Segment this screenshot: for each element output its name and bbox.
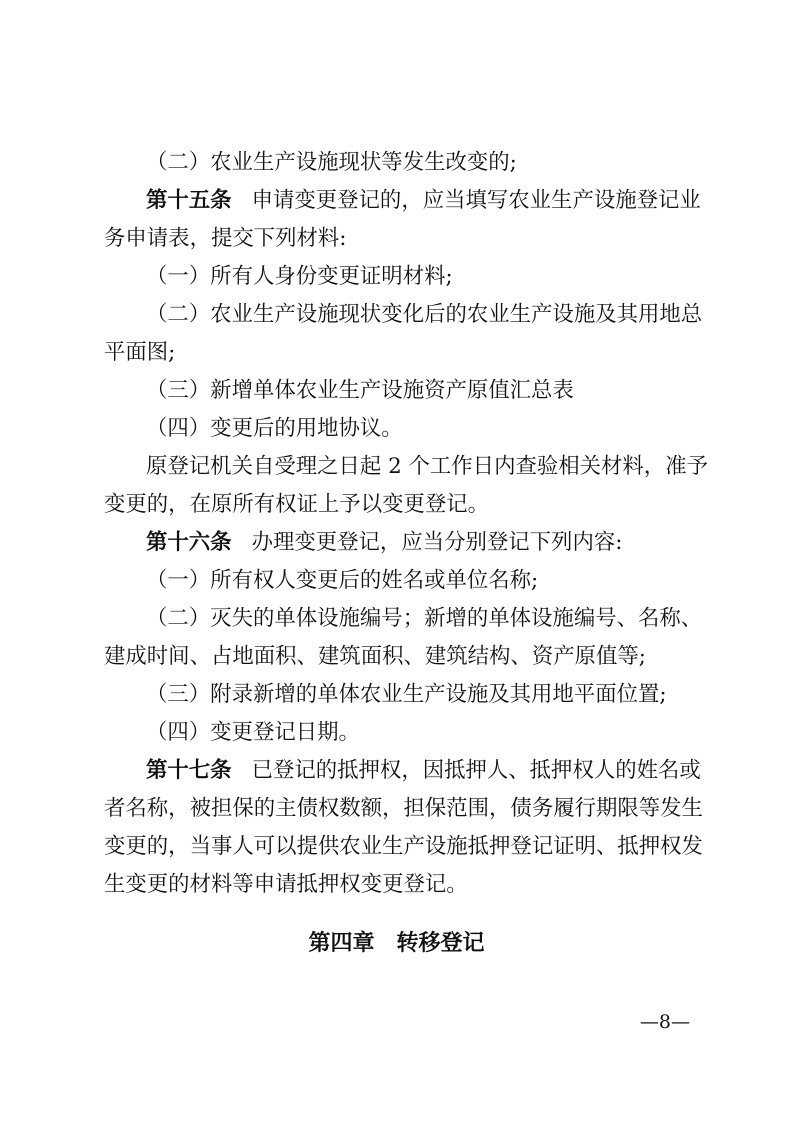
text-line: （二）灭失的单体设施编号；新增的单体设施编号、名称、: [146, 606, 703, 631]
text-line: 生变更的材料等申请抵押权变更登记。: [104, 872, 468, 897]
text-line: （一）所有权人变更后的姓名或单位名称;: [146, 568, 539, 593]
text-line: （三）附录新增的单体农业生产设施及其用地平面位置;: [146, 682, 667, 707]
text-line: 平面图;: [104, 340, 176, 365]
article-heading: 第十五条: [146, 188, 232, 213]
text-line: （四）变更登记日期。: [146, 720, 360, 745]
article-text: 申请变更登记的，应当填写农业生产设施登记业: [251, 188, 701, 213]
text-line: 变更的，当事人可以提供农业生产设施抵押登记证明、抵押权发: [104, 834, 703, 859]
page-number: —8—: [639, 1011, 690, 1033]
text-line: [146, 186, 701, 216]
text-line: 务申请表，提交下列材料:: [104, 226, 347, 251]
article-heading: 第十七条: [146, 758, 232, 783]
text-line: 建成时间、占地面积、建筑面积、建筑结构、资产原值等;: [104, 644, 646, 669]
text-line: （二）农业生产设施现状等发生改变的;: [146, 150, 517, 175]
article-heading: 第十六条: [146, 530, 232, 555]
text-line: （四）变更后的用地协议。: [146, 416, 403, 441]
text-line: 原登记机关自受理之日起 2 个工作日内查验相关材料，准予: [146, 454, 708, 479]
text-line: 者名称，被担保的主债权数额，担保范围，债务履行期限等发生: [104, 796, 703, 821]
text-line: （三）新增单体农业生产设施资产原值汇总表: [146, 378, 574, 403]
text-line: [146, 756, 701, 786]
article-text: 已登记的抵押权，因抵押人、抵押权人的姓名或: [251, 758, 701, 783]
article-text: 办理变更登记，应当分别登记下列内容:: [251, 530, 623, 555]
chapter-title: 第四章 转移登记: [308, 931, 485, 956]
text-line: 变更的，在原所有权证上予以变更登记。: [104, 492, 490, 517]
text-line: （二）农业生产设施现状变化后的农业生产设施及其用地总: [146, 302, 703, 327]
text-line: [146, 528, 622, 558]
text-line: （一）所有人身份变更证明材料;: [146, 264, 453, 289]
